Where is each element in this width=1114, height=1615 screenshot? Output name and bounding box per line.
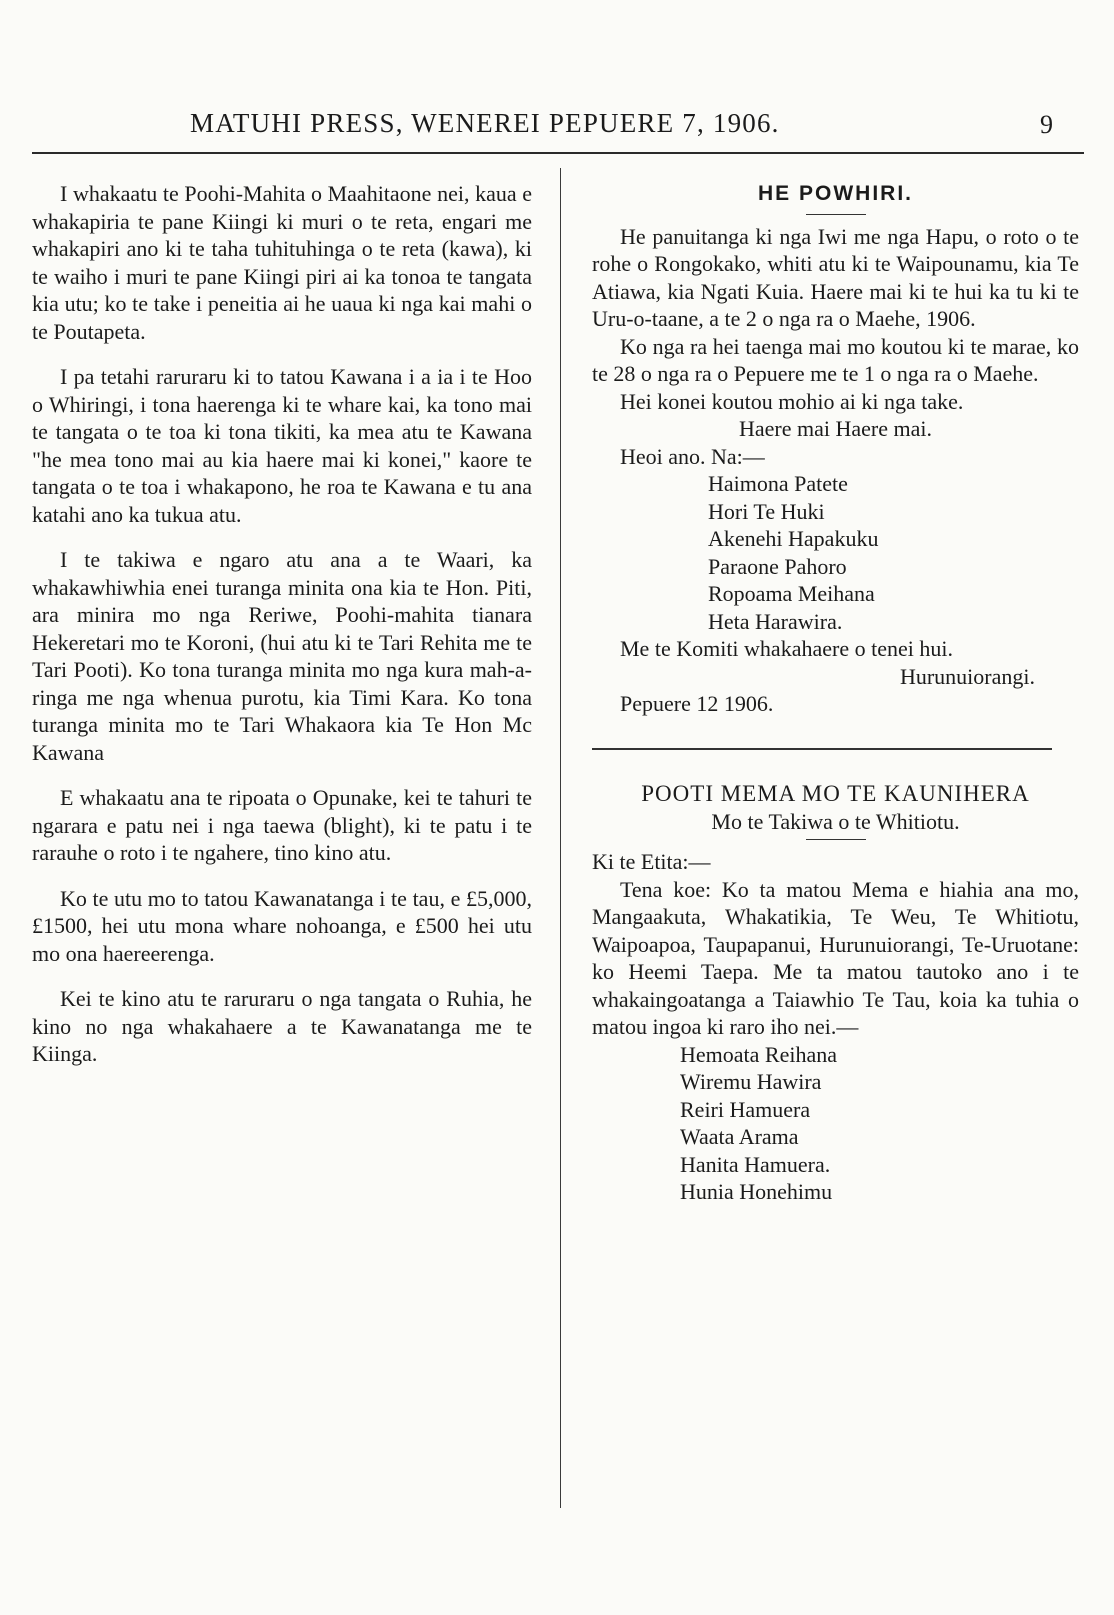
header-rule (32, 152, 1084, 154)
pooti-title: POOTI MEMA MO TE KAUNIHERA (641, 780, 1030, 806)
pooti-section (592, 780, 1079, 1206)
article-paragraph: I whakaatu te Poohi-Mahita o Maahitaone nei, kaua e whakapiria te pane Kiingi ki muri o te reta, engari me whakapiri ano ki te taha tuhituhinga o te reta (kawa), ki te waiho i muri te pane Kiingi piri ai ka tonoa te tangata kia utu; ko te take i peneitia ai he uaua ki nga kai mahi o te Poutapeta. (32, 181, 532, 344)
right-column (592, 180, 1079, 1206)
article-paragraph: Ko te utu mo to tatou Kawanatanga i te tau, e £5,000, £1500, hei utu mona whare nohoanga, e £500 hei utu mo ona haereerenga. (32, 885, 532, 966)
left-column (32, 180, 532, 1068)
newspaper-title: MATUHI PRESS, WENEREI PEPUERE 7, 1906. (190, 108, 780, 138)
powhiri-intro: Heoi ano. Na:— (620, 443, 765, 469)
signatory-name: Waata Arama (680, 1124, 799, 1149)
article-paragraph: Kei te kino atu te raruraru o nga tangata o Ruhia, he kino no nga whakahaere a te Kawanatanga me te Kiinga. (32, 986, 532, 1066)
article-paragraph: E whakaatu ana te ripoata o Opunake, kei te tahuri te ngarara e patu nei i nga taewa (blight), ki te patu i te rarauhe o roto i te ngahere, tino kino atu. (32, 785, 532, 865)
signatory-name: Hori Te Huki (708, 498, 825, 524)
article-paragraph: I pa tetahi raruraru ki to tatou Kawana i a ia i te Hoo o Whiringi, i tona haerenga ki te whare kai, ka tono mai te tangata o te toa ki tona tikiti, ka mea atu te Kawana "he mea tono mai au kia haere mai ki konei," kaore te tangata o te toa i whakapono, he roa te Kawana e tu ana katahi ano ka tukua atu. (32, 364, 532, 527)
title-rule (806, 214, 866, 215)
signatory-name: Hunia Honehimu (680, 1179, 833, 1204)
signatory-name: Reiri Hamuera (680, 1096, 811, 1122)
signatory-name: Akenehi Hapakuku (708, 526, 879, 551)
pooti-salutation: Ki te Etita:— (592, 849, 711, 874)
pooti-subtitle: Mo te Takiwa o te Whitiotu. (711, 808, 960, 834)
powhiri-committee: Me te Komiti whakahaere o tenei hui. (620, 636, 953, 661)
signatory-name: Heta Harawira. (708, 608, 843, 634)
signatory-name: Hanita Hamuera. (680, 1151, 831, 1177)
powhiri-title: HE POWHIRI. (757, 182, 913, 205)
powhiri-greeting: Haere mai Haere mai. (739, 416, 932, 441)
signatory-name: Hemoata Reihana (680, 1041, 837, 1067)
page-header (0, 108, 1114, 148)
powhiri-paragraph: He panuitanga ki nga Iwi me nga Hapu, o roto o te rohe o Rongokako, whiti atu ki te Waipounamu, kia Te Atiawa, kia Ngati Kuia. Haere mai ki te hui ka tu ki te Uru-o-taane, a te 2 o nga ra o Maehe, 1906. (592, 223, 1079, 331)
signatory-name: Paraone Pahoro (708, 553, 847, 579)
article-paragraph: I te takiwa e ngaro atu ana a te Waari, ka whakawhiwhia enei turanga minita ona kia te Hon. Piti, ara minira mo nga Reriwe, Poohi-mahita tianara Hekeretari mo te Koroni, (hui atu ki te Tari Rehita me te Tari Pooti). Ko tona turanga minita mo nga kura mah-a-ringa me nga whenua purotu, kia Timi Kara. Ko tona turanga minita mo te Tari Whakaora kia Te Hon Mc Kawana (32, 547, 532, 765)
signatory-name: Haimona Patete (708, 471, 848, 496)
pooti-body: Tena koe: Ko ta matou Mema e hiahia ana mo, Mangaakuta, Whakatikia, Te Weu, Te Whitiotu, Waipoapoa, Taupapanui, Hurunuiorangi, Te-Uruotane: ko Heemi Taepa. Me ta matou tautoko ano i te whakaingoatanga a Taiawhio Te Tau, koia ka tuhia o matou ingoa ki raro iho nei.— (592, 876, 1079, 1039)
signatory-name: Ropoama Meihana (708, 581, 875, 606)
title-rule (806, 839, 866, 840)
column-divider (560, 168, 561, 1508)
powhiri-date: Pepuere 12 1906. (620, 691, 774, 716)
signatory-name: Wiremu Hawira (680, 1069, 822, 1094)
section-rule (592, 748, 1052, 750)
powhiri-paragraph: Hei konei koutou mohio ai ki nga take. (620, 388, 964, 414)
powhiri-names (592, 470, 1079, 635)
pooti-names (592, 1041, 1079, 1206)
powhiri-paragraph: Ko nga ra hei taenga mai mo koutou ki te marae, ko te 28 o nga ra o Pepuere me te 1 o nga ra o Maehe. (592, 333, 1079, 386)
page-number: 9 (1040, 110, 1053, 139)
powhiri-section (592, 180, 1079, 718)
powhiri-place: Hurunuiorangi. (899, 663, 1035, 689)
